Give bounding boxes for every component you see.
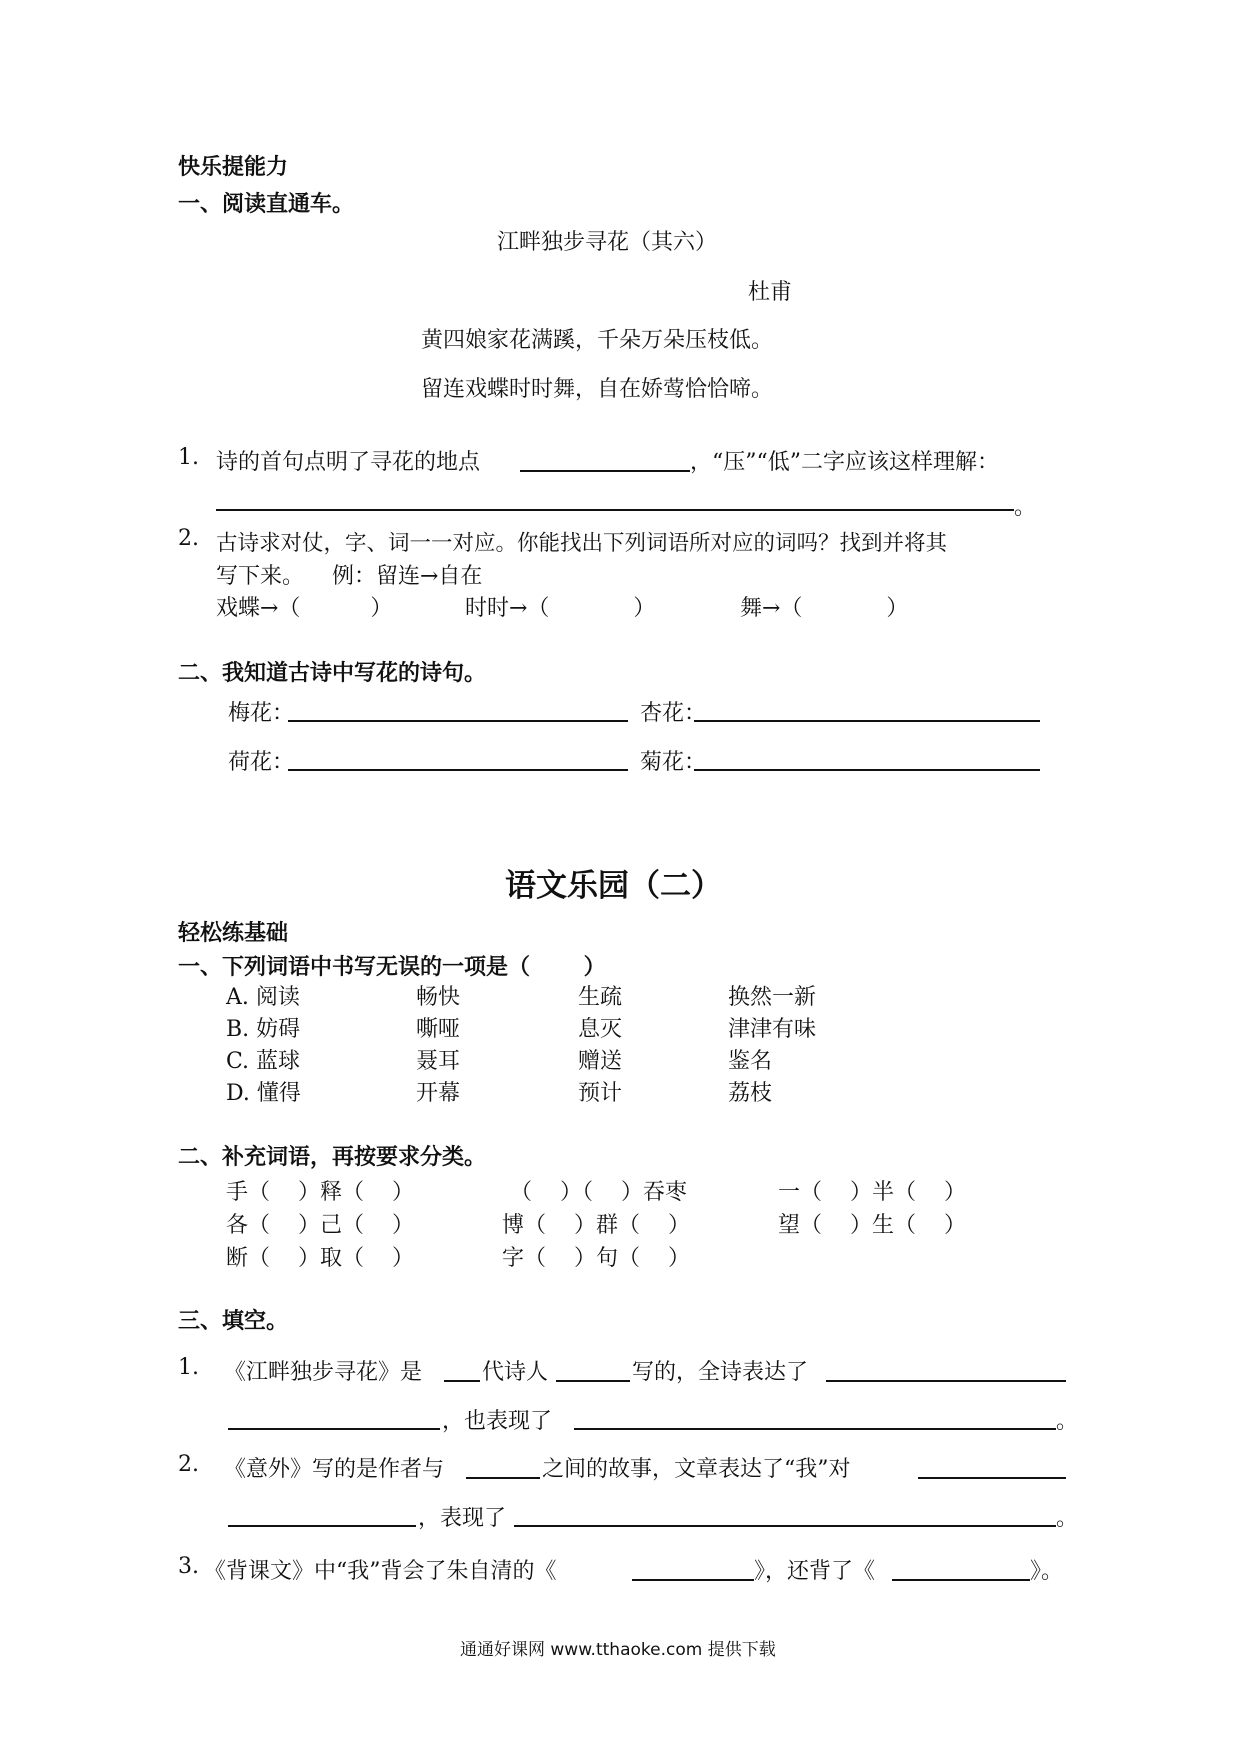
fill-idiom[interactable]: （ ）（ ）吞枣 [510, 1180, 687, 1205]
option-word: 预计 [578, 1081, 623, 1106]
page-title: 语文乐园（二） [505, 868, 722, 904]
fill-idiom[interactable]: 字（ ）句（ ） [502, 1246, 690, 1271]
answer-blank[interactable] [826, 1380, 1066, 1382]
question-text: 写的，全诗表达了 [632, 1360, 809, 1385]
fill-idiom[interactable]: 望（ ）生（ ） [778, 1213, 966, 1238]
question-text: ，“压”“低”二字应该这样理解： [690, 450, 999, 475]
fill-idiom[interactable]: 断（ ）取（ ） [226, 1246, 414, 1271]
question-heading: 三、填空。 [178, 1309, 289, 1334]
question-heading: 二、补充词语，再按要求分类。 [178, 1145, 487, 1170]
question-text: 诗的首句点明了寻花的地点 [216, 450, 481, 475]
option-word: 津津有味 [728, 1017, 817, 1042]
answer-blank[interactable] [694, 769, 1040, 771]
answer-blank[interactable] [216, 509, 1014, 511]
option-word: 嘶哑 [416, 1017, 461, 1042]
question-number: 2. [178, 526, 199, 551]
question-text: ，表现了 [418, 1506, 507, 1531]
answer-blank[interactable] [918, 1477, 1066, 1479]
option-word: D. 懂得 [226, 1081, 301, 1106]
answer-blank[interactable] [520, 470, 690, 472]
question-number: 1. [178, 1355, 199, 1380]
pair-item[interactable]: 舞→（ ） [740, 596, 909, 621]
question-number: 3. [178, 1554, 199, 1579]
answer-blank[interactable] [228, 1428, 440, 1430]
section-heading: 轻松练基础 [178, 921, 289, 946]
question-text: 写下来。 例：留连→自在 [216, 564, 483, 589]
fill-idiom[interactable]: 各（ ）己（ ） [226, 1213, 414, 1238]
question-text: 之间的故事，文章表达了“我”对 [542, 1457, 851, 1482]
option-word: B. 妨碍 [226, 1017, 301, 1042]
question-text: 》，还背了《 [754, 1559, 876, 1584]
option-word: 生疏 [578, 985, 623, 1010]
poem-line: 留连戏蝶时时舞，自在娇莺恰恰啼。 [421, 377, 774, 402]
option-word: 换然一新 [728, 985, 817, 1010]
option-word: C. 蓝球 [226, 1049, 301, 1074]
answer-blank[interactable] [574, 1428, 1056, 1430]
answer-blank[interactable] [288, 769, 628, 771]
option-word: 赠送 [578, 1049, 623, 1074]
flower-label: 荷花： [228, 750, 295, 775]
flower-label: 杏花： [640, 701, 707, 726]
section-heading: 快乐提能力 [178, 155, 289, 180]
punctuation: 。 [1056, 1506, 1079, 1531]
poem-line: 黄四娘家花满蹊，千朵万朵压枝低。 [421, 328, 774, 353]
option-word: 息灭 [578, 1017, 623, 1042]
answer-blank[interactable] [892, 1579, 1030, 1581]
question-text: 代诗人 [482, 1360, 549, 1385]
poem-title: 江畔独步寻花（其六） [497, 230, 718, 255]
question-text: 《意外》写的是作者与 [224, 1457, 445, 1482]
answer-blank[interactable] [466, 1477, 540, 1479]
question-heading: 一、阅读直通车。 [178, 192, 355, 217]
option-word: 聂耳 [416, 1049, 461, 1074]
pair-item[interactable]: 戏蝶→（ ） [216, 596, 393, 621]
option-word: 荔枝 [728, 1081, 773, 1106]
punctuation: 。 [1014, 495, 1037, 520]
answer-blank[interactable] [228, 1525, 416, 1527]
answer-blank[interactable] [632, 1579, 754, 1581]
footer-text: 通通好课网 www.tthaoke.com 提供下载 [460, 1640, 776, 1660]
poem-author: 杜甫 [748, 280, 793, 305]
option-word: 开幕 [416, 1081, 461, 1106]
answer-blank[interactable] [556, 1380, 630, 1382]
question-text: 古诗求对仗，字、词一一对应。你能找出下列词语所对应的词吗？找到并将其 [216, 531, 948, 556]
answer-blank[interactable] [514, 1525, 1056, 1527]
option-word: 畅快 [416, 985, 461, 1010]
flower-label: 梅花： [228, 701, 295, 726]
fill-idiom[interactable]: 博（ ）群（ ） [502, 1213, 690, 1238]
question-text: ，也表现了 [442, 1409, 553, 1434]
answer-blank[interactable] [694, 720, 1040, 722]
question-text: 《背课文》中“我”背会了朱自清的《 [204, 1559, 557, 1584]
fill-idiom[interactable]: 手（ ）释（ ） [226, 1180, 414, 1205]
flower-label: 菊花： [640, 750, 707, 775]
punctuation: 。 [1056, 1409, 1079, 1434]
pair-item[interactable]: 时时→（ ） [465, 596, 656, 621]
option-word: A. 阅读 [226, 985, 300, 1010]
answer-blank[interactable] [288, 720, 628, 722]
fill-idiom[interactable]: 一（ ）半（ ） [778, 1180, 966, 1205]
question-heading: 二、我知道古诗中写花的诗句。 [178, 661, 487, 686]
option-word: 鉴名 [728, 1049, 773, 1074]
question-heading: 一、下列词语中书写无误的一项是（ ） [178, 955, 606, 980]
question-text: 》。 [1030, 1559, 1064, 1584]
question-text: 《江畔独步寻花》是 [224, 1360, 423, 1385]
question-number: 2. [178, 1452, 199, 1477]
question-number: 1. [178, 445, 199, 470]
answer-blank[interactable] [444, 1380, 480, 1382]
